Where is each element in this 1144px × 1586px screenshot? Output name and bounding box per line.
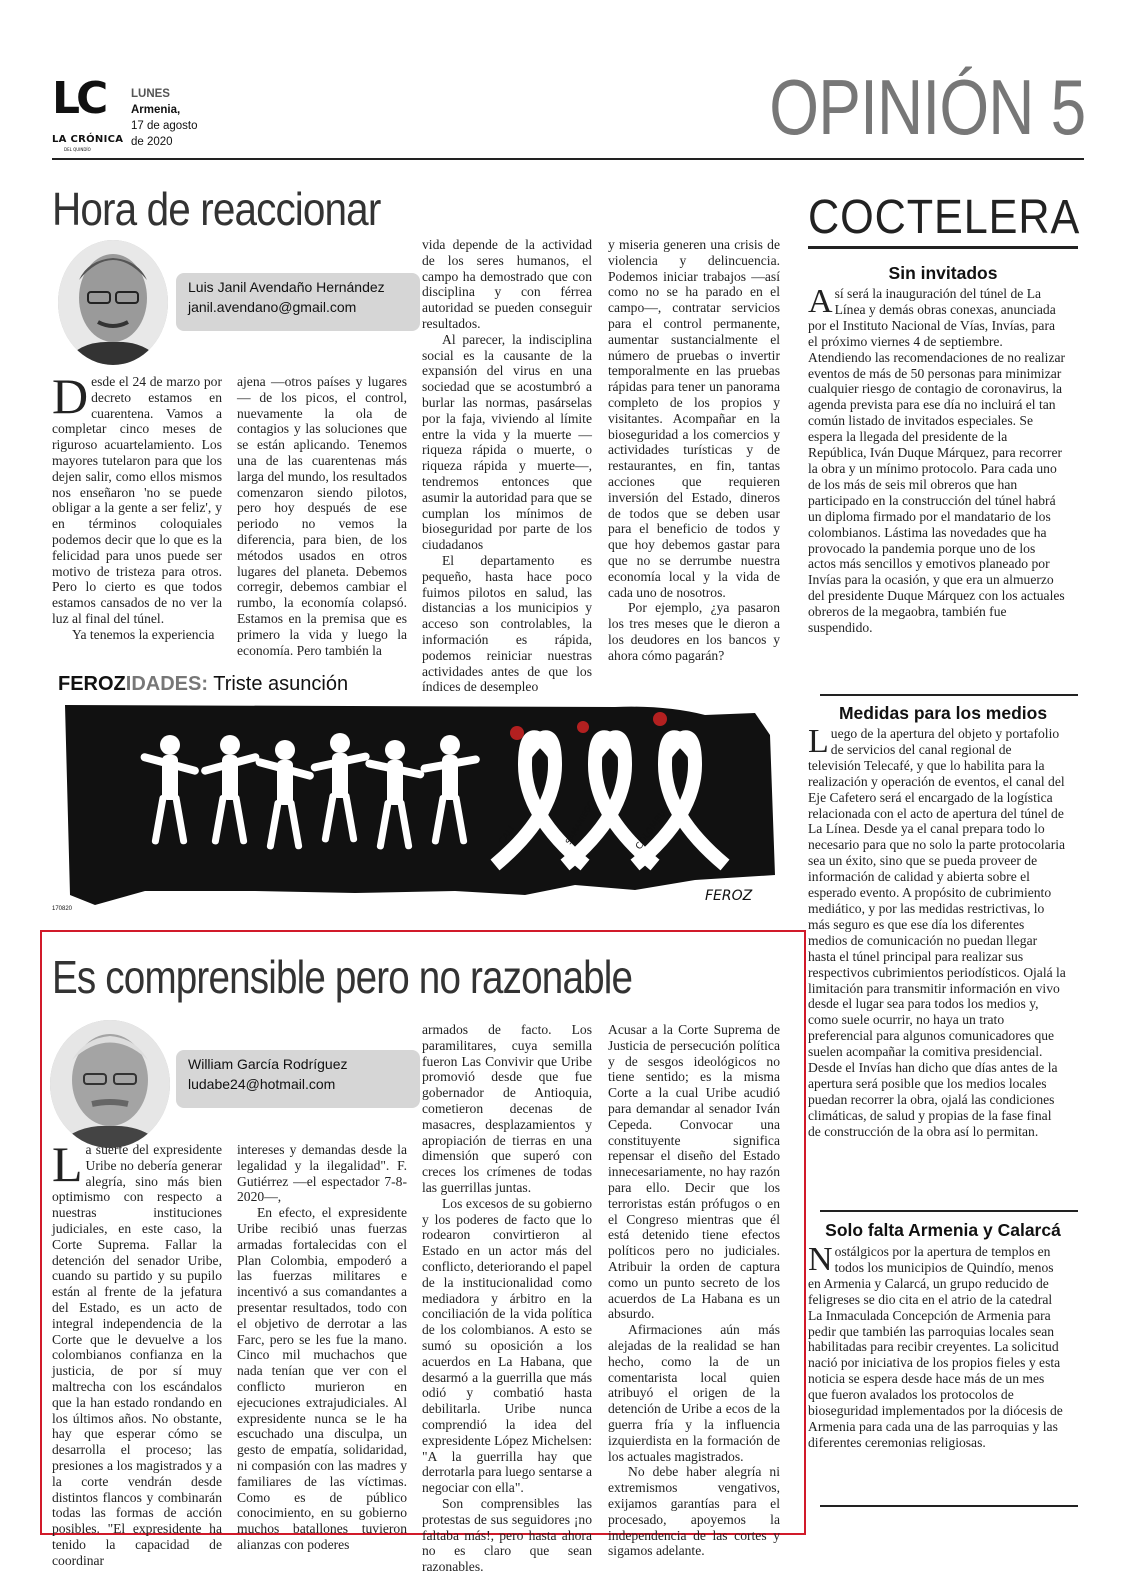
sidebar-title-rule xyxy=(808,246,1078,249)
article2-col2-para-1: intereses y demandas desde la legalidad y la ilegalidad". F. Gutiérrez —el espectador 7-8-2020—, xyxy=(237,1142,407,1205)
author1-email[interactable]: janil.avendano@gmail.com xyxy=(188,299,357,315)
article1-column-3 xyxy=(422,237,592,695)
cartoon-signature: FEROZ xyxy=(705,888,753,904)
author1-photo xyxy=(58,240,168,365)
sidebar-item-1-heading: Sin invitados xyxy=(888,263,998,283)
article1-col1-para-1 xyxy=(52,368,222,627)
sidebar-item-1-body: sí será la inauguración del túnel de La Línea y demás obras conexas, anunciada por el Instituto Nacional de Vías, Invías, para el próximo viernes 4 de septiembre. Atendiendo las recomendaciones de no realizar eventos de más de 50 personas para minimizar cualquier riesgo de contagio de coronavirus, la agenda prevista para ese día no incluirá el tan común listado de invitados especiales. Se espera la llegada del presidente de la República, Iván Duque Márquez, para recorrer la obra y un mínimo protocolo. Para cada uno de los más de seis mil obreros que han participado en la construcción del túnel habrá un diploma firmado por el mandatario de los colombianos. Lástima las novedades que ha provocado la pandemia porque uno de los actos más sencillos y emotivos planeado por Invías para la ocasión, y que era un almuerzo del presidente Duque Márquez con los actuales obreros de la megaobra, también fue suspendido. xyxy=(808,286,1066,636)
sidebar-item-2-heading: Medidas para los medios xyxy=(838,703,1048,723)
author1-name: Luis Janil Avendaño Hernández xyxy=(188,279,385,295)
dateline-place: Armenia, xyxy=(131,104,181,116)
sidebar-item-3-body: ostálgicos por la apertura de templos en todos los municipios de Quindío, menos en Armenia y Calarcá, un grupo reducido de feligreses se dio cita en el atrio de la catedral La Inmaculada Concepción de Armenia para pedir que también las parroquias locales sean habilitadas para recibir creyentes. La solicitud nació por iniciativa de los propios fieles y esta noticia se espera desde hace más de un mes que fueron avalados los protocolos de bioseguridad implementados por la diócesis de Armenia para cada una de las parroquias y las diferentes ceremonias religiosas. xyxy=(808,1244,1063,1450)
sidebar-title: COCTELERA xyxy=(808,191,1081,244)
dateline xyxy=(131,86,198,150)
cartoon-title-text: Triste asunción xyxy=(213,673,349,695)
sidebar-item-2-text xyxy=(808,723,1066,1140)
cartoon-illustration xyxy=(55,695,780,910)
cartoon-brand-bold: FEROZ xyxy=(58,673,126,695)
sidebar-item-1-text xyxy=(808,283,1066,636)
article1-col2-para-1: ajena —otros países y lugares— de los picos, el control, nuevamente la ola de contagios y las soluciones que se están aplicando. Tenemos una de las cuarentenas más larga del mundo, los resultados comenzaron siendo pilotos, pero hoy después de ese periodo no vemos la diferencia, para bien, de los métodos usados en otros lugares del planeta. Debemos corregir, debemos cambiar el rumbo, la economía colapsó. Estamos en la premisa que es primero la vida y luego la economía. Pero también la xyxy=(237,374,407,658)
cartoon-brand-light: IDADES: xyxy=(125,673,209,695)
sidebar-divider-1 xyxy=(820,694,1078,696)
dropcap: A xyxy=(808,283,833,320)
article1-column-4 xyxy=(608,237,780,664)
dateline-date-2: de 2020 xyxy=(131,136,173,148)
article2-col3-para-2: Los excesos de su gobierno y los poderes de facto que lo rodearon convirtieron al Estado en un actor más del conflicto, deteriorando el papel de la institucionalidad como mediadora y árbitro en la conciliación de la vida política de los colombianos. A esto se sumó su oposición a los acuerdos en La Habana, que desarmó a la guerrilla que más odió y combatió hasta debilitarla. Uribe nunca comprendió la idea del expresidente López Michelsen: "A la guerrilla hay que derrotarla para luego sentarse a negociar con ella". xyxy=(422,1195,592,1496)
article2-col3-para-1: armados de facto. Los paramilitares, cuya semilla fueron Las Convivir que Uribe promovió desde que fue gobernador de Antioquia, cometieron decenas de masacres, desplazamientos y apropiación de tierras en una dimensión que superó con creces los crímenes de todas las guerrillas juntas. xyxy=(422,1022,592,1195)
sidebar-divider-3 xyxy=(820,1505,1078,1507)
sidebar-item-2-body: uego de la apertura del objeto y portafolio de servicios del canal regional de televisión Telecafé, y que lo habilita para la realización y operación de eventos, el canal del Eje Cafetero será el encargado de la logística relacionada con el acto de apertura del túnel de La Línea. Desde ya el canal prepara todo lo necesario para que no solo la parte protocolaria sea un éxito, sino que se pueda proveer de información de calidad y abierta sobre el esperado evento. A propósito de cubrimiento mediático, y por las medidas restrictivas, lo más seguro es que ese día los diferentes medios de comunicación no puedan llegar hasta el túnel principal para realizar sus respectivos cubrimientos periodísticos. Ojalá la limitación para transmitir información en vivo desde el lugar sea para todos los medios y, como suele ocurrir, no haya un trato preferencial para algunos comunicadores que suelen acompañar la comitiva presidencial. Desde el Invías han dicho que días antes de la apertura será posible que los medios locales puedan recorrer la obra, ojalá las condiciones climáticas, de salud y propias de la fase final de construcción de la obra así lo permitan. xyxy=(808,726,1066,1139)
article2-col3-para-3: Son comprensibles las protestas de sus seguidores ¡no faltaba más!, pero hasta ahora no es claro que sean razonables. xyxy=(422,1495,592,1575)
ribbon-label-2: SAMANIEGO xyxy=(563,799,597,846)
author2-name: William García Rodríguez xyxy=(188,1056,348,1072)
cartoon-title xyxy=(58,673,348,696)
author2-byline xyxy=(176,1050,420,1108)
article1-col4-para-1: y miseria generen una crisis de violencia y delincuencia. Podemos iniciar trabajos —así como no se ha parado en el campo—, contratar servicios para el control permanente, aumentar sustancialmente el número de pruebas o invertir temporalmente en las pruebas rápidas para tener un panorama completo de los propios y visitantes. Acompañar en la bioseguridad a los comercios y actividades turísticas y de restaurantes, en fin, tantas acciones que requieren inversión del Estado, dineros de todos que se deben usar para el beneficio de todos y que hoy debemos gastar para que no se derrumbe nuestra economía local y la vida de cada uno de nosotros. xyxy=(608,237,780,600)
article2-column-4 xyxy=(608,1022,780,1559)
article2-col4-para-3: No debe haber alegría ni extremismos vengativos, exijamos garantías para el procesado, apoyemos la independencia de las cortes y sigamos adelante. xyxy=(608,1464,780,1559)
article2-col4-para-1: Acusar a la Corte Suprema de Justicia de persecución política y de sesgos ideológicos no tiene sentido; es la misma Corte a la cual Uribe acudió para demandar al senador Iván Cepeda. Convocar una constituyente significa repensar el diseño del Estado innecesariamente, no hay razón para ello. Decir que los terroristas están prófugos o en el Congreso mientras que él está detenido tiene efectos políticos pero no judiciales. Atribuir la orden de captura como un punto secreto de los acuerdos de La Habana es un absurdo. xyxy=(608,1022,780,1322)
dateline-day: LUNES xyxy=(131,88,170,100)
newspaper-logo xyxy=(52,64,124,152)
article1-column-1 xyxy=(52,368,222,643)
article2-col2-para-2: En efecto, el expresidente Uribe recibió unas fuerzas armadas fortalecidas con el Plan Colombia, empoderó a las fuerzas militares e incentivó a sus comandantes a presentar resultados, todo con el objetivo de derrotar a las Farc, pero se les fue la mano. Cinco mil muchachos que nada tenían que ver con el conflicto murieron en ejecuciones extrajudiciales. Al expresidente nunca se le ha escuchado una disculpa, un gesto de empatía, solidaridad, ni compasión con las madres y familiares de las víctimas. Como es de público conocimiento, en su gobierno muchos batallones tuvieron alianzas con poderes xyxy=(237,1205,407,1552)
sidebar-divider-2 xyxy=(820,1210,1078,1212)
cartoon-code: 170820 xyxy=(52,906,73,912)
dropcap: L xyxy=(808,723,829,760)
sidebar-item-3-text xyxy=(808,1241,1066,1451)
author2-email[interactable]: ludabe24@hotmail.com xyxy=(188,1076,336,1092)
ribbon-label-3: COLOMBIA xyxy=(634,806,670,852)
article1-column-2 xyxy=(237,374,407,658)
article2-col1-para-1 xyxy=(52,1136,222,1569)
dropcap: N xyxy=(808,1241,833,1278)
article1-col3-para-3: El departamento es pequeño, hasta hace poco fuimos pilotos en salud, las distancias a los municipios y acceso son controlables, la información es rápida, podemos reiniciar nuestras actividades antes de que los índices de desempleo xyxy=(422,552,592,695)
article2-column-1 xyxy=(52,1136,222,1569)
logo-name: LA CRÓNICA xyxy=(52,134,124,145)
logo-letters: LC xyxy=(52,73,105,124)
dropcap: L xyxy=(52,1136,83,1192)
article1-headline: Hora de reaccionar xyxy=(52,183,381,235)
article2-headline: Es comprensible pero no razonable xyxy=(52,951,633,1003)
article2-col1-text: a suerte del expresidente Uribe no debería generar alegría, sino más bien optimismo con respecto a nuestras instituciones judiciales, en este caso, la Corte Suprema. Fallar la detención del senador Uribe, cuando su partido y su pupilo están al frente de la jefatura del Estado, es un acto de integral independencia de la Corte que le devuelve a los colombianos confianza en la justicia, de por sí muy maltrecha con los escándalos que la han estado rondando en los últimos años. No obstante, hay que esperar cómo se desarrolla el proceso; las presiones a los magistrados y a la corte vendrán desde distintos flancos y combinarán todas las formas de acción posibles. "El expresidente ha tenido la capacidad de coordinar xyxy=(52,1142,222,1568)
article1-col3-para-2: Al parecer, la indisciplina social es la causante de la expansión del virus en una sociedad que se acostumbró a burlar las normas, pasárselas por la faja, viviendo al límite entre la vida y la muerte —riqueza rápida o muerte, o riqueza rápida y muerte—, tendremos entonces que asumir la autoridad para que se cumplan los mínimos de bioseguridad por parte de los ciudadanos xyxy=(422,331,592,553)
logo-subtitle: DEL QUINDÍO xyxy=(64,147,91,152)
sidebar-item-3-heading: Solo falta Armenia y Calarcá xyxy=(825,1220,1061,1240)
article1-col3-para-1: vida depende de la actividad de los seres humanos, el campo ha demostrado que con disciplina y con férrea autoridad se pueden conseguir resultados. xyxy=(422,237,592,331)
masthead-rule xyxy=(52,158,1084,160)
article1-col1-para-2: Ya tenemos la experiencia xyxy=(72,626,215,642)
ribbon-label-1: CALI xyxy=(497,824,517,847)
section-title: OPINIÓN 5 xyxy=(769,63,1086,151)
dateline-date-1: 17 de agosto xyxy=(131,120,198,132)
author1-byline xyxy=(176,273,420,331)
article2-column-2 xyxy=(237,1142,407,1553)
article2-column-3 xyxy=(422,1022,592,1575)
article2-col4-para-2: Afirmaciones aún más alejadas de la realidad se han hecho, como la de un comentarista local quien atribuyó el origen de la detención de Uribe a ecos de la guerra fría y la influencia izquierdista en la formación de los actuales magistrados. xyxy=(608,1322,780,1464)
author2-photo xyxy=(50,1020,170,1148)
dropcap: D xyxy=(52,368,89,424)
article1-col4-para-2: Por ejemplo, ¿ya pasaron los tres meses que le dieron a los deudores en los bancos y ahora cómo pagarán? xyxy=(608,600,780,663)
article1-col1-text: esde el 24 de marzo por decreto estamos en cuarentena. Vamos a completar cinco meses de riguroso acuartelamiento. Los mayores tutelaron para que los dejen salir, como ellos mismos nos enseñaron 'no se puede obligar a la gente a ser feliz', y en términos coloquiales podemos decir que lo que es la felicidad para unos puede ser motivo de tristeza para otros. Pero lo cierto es que todos estamos cansados de no ver la luz al final del túnel. xyxy=(52,374,222,626)
